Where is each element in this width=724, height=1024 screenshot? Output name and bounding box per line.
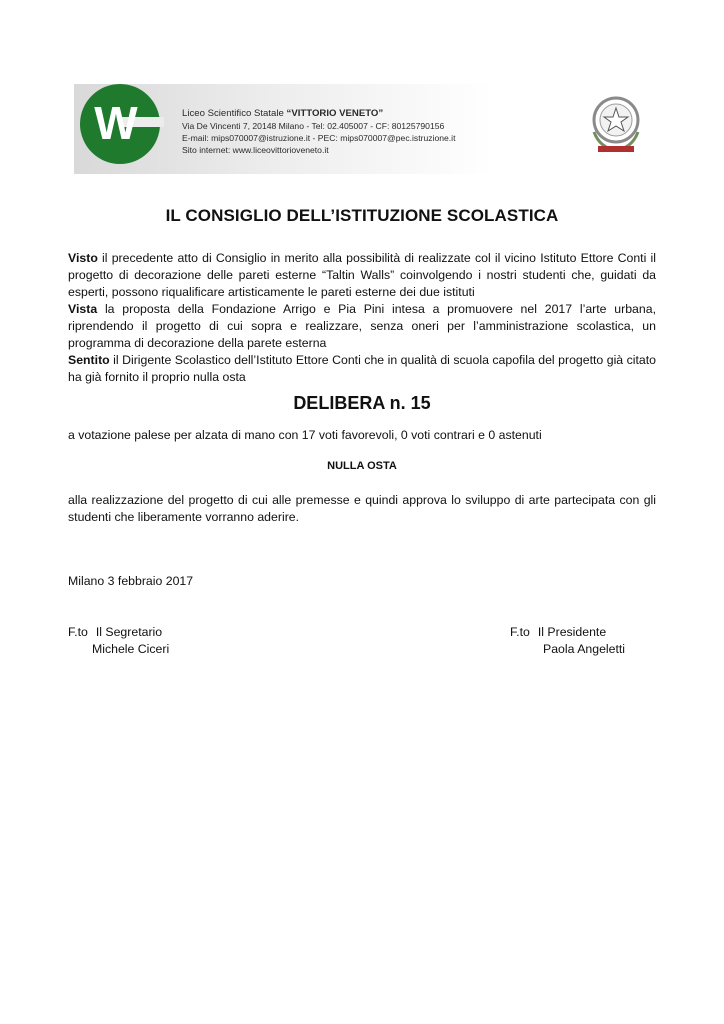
premise-keyword: Sentito xyxy=(68,353,110,367)
signature-role: Il Presidente xyxy=(537,625,607,639)
italian-republic-emblem xyxy=(586,92,646,158)
school-website: Sito internet: www.liceovittorioveneto.it xyxy=(182,145,329,156)
premise-item xyxy=(68,301,656,352)
school-type: Liceo Scientifico Statale xyxy=(182,108,287,119)
signature-line xyxy=(68,624,169,641)
premise-text: il Dirigente Scolastico dell’Istituto Ettore Conti che in qualità di scuola capofila del progetto già citato ha già fornito il proprio nulla osta xyxy=(68,353,656,384)
school-info xyxy=(182,107,502,157)
school-name: “VITTORIO VENETO” xyxy=(286,108,384,119)
delibera-heading: DELIBERA n. 15 xyxy=(293,393,431,413)
signature-prefix: F.to xyxy=(510,625,530,639)
school-name-line xyxy=(182,107,502,120)
emblem-ribbon xyxy=(598,146,634,152)
nulla-osta-heading: NULLA OSTA xyxy=(327,460,397,472)
approval-statement: alla realizzazione del progetto di cui alle premesse e quindi approva lo sviluppo di arte partecipata con gli studenti che liberamente vorranno aderire. xyxy=(68,493,656,524)
signature-prefix: F.to xyxy=(68,625,88,639)
school-address: Via De Vincenti 7, 20148 Milano - Tel: 02.405007 - CF: 80125790156 xyxy=(182,121,445,131)
signature-secretary xyxy=(68,624,169,658)
signature-role: Il Segretario xyxy=(95,625,163,639)
premise-text: la proposta della Fondazione Arrigo e Pia Pini intesa a promuovere nel 2017 l’arte urbana, riprendendo il progetto di cui sopra e realizzare, senza oneri per l’amministrazione scolastica, un programma di decorazione della parete esterna xyxy=(68,302,656,350)
premises xyxy=(68,250,656,386)
school-email: E-mail: mips070007@istruzione.it - PEC: mips070007@pec.istruzione.it xyxy=(182,133,456,144)
signature-line xyxy=(510,624,625,641)
page-title: IL CONSIGLIO DELL’ISTITUZIONE SCOLASTICA xyxy=(165,206,559,225)
signature-name: Michele Ciceri xyxy=(92,642,170,656)
place-date: Milano 3 febbraio 2017 xyxy=(68,574,194,588)
logo-letter: W xyxy=(94,97,138,149)
premise-text: il precedente atto di Consiglio in merito alla possibilità di realizzate col il vicino Istituto Ettore Conti il progetto di decorazione delle pareti esterne “Taltin Walls” coinvolgendo i nostri studenti che, guidati da esperti, possono riqualificare artisticamente le pareti esterne dei due istituti xyxy=(68,251,656,299)
premise-keyword: Visto xyxy=(68,251,98,265)
vote-statement: a votazione palese per alzata di mano con 17 voti favorevoli, 0 voti contrari e 0 astenuti xyxy=(68,428,542,442)
premise-item xyxy=(68,250,656,301)
signature-name: Paola Angeletti xyxy=(543,642,626,656)
signature-president xyxy=(510,624,625,658)
school-logo xyxy=(76,84,164,164)
premise-item xyxy=(68,352,656,386)
premise-keyword: Vista xyxy=(68,302,98,316)
